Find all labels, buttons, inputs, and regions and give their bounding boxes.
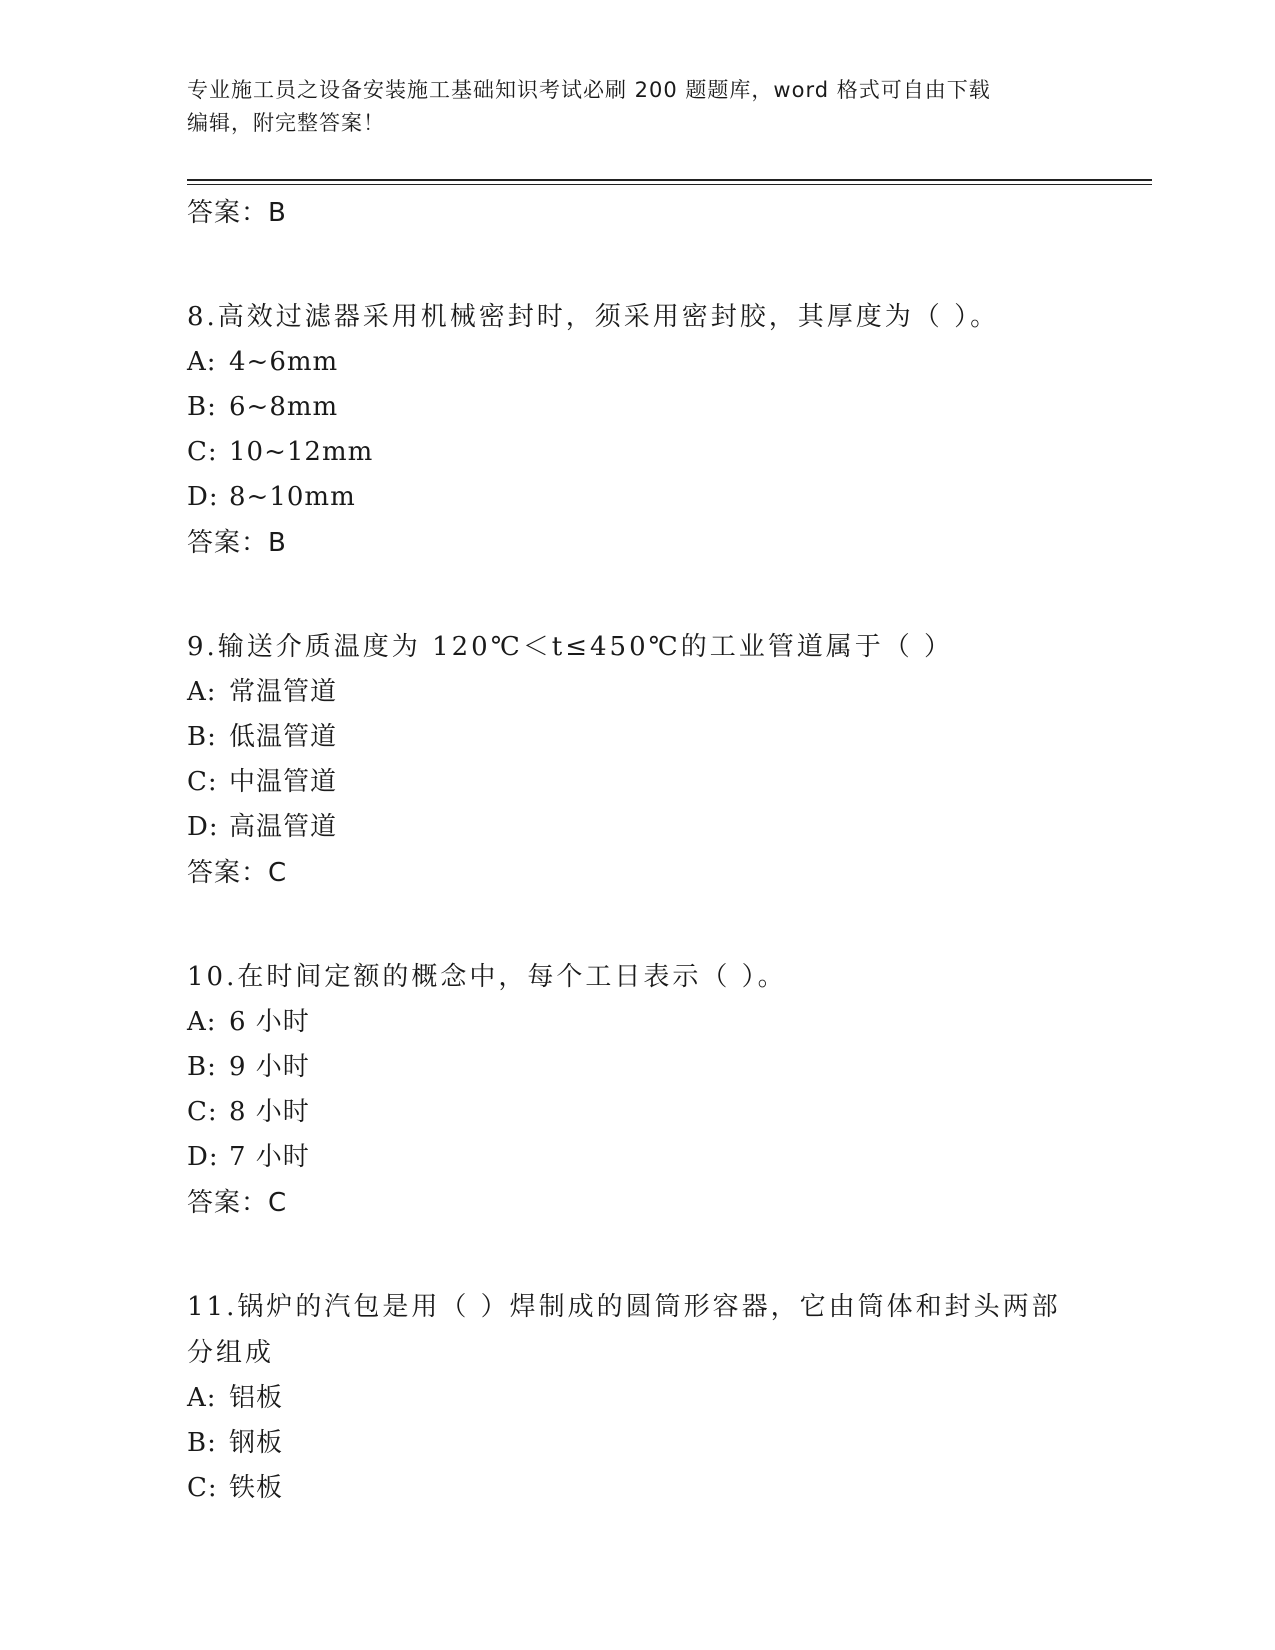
question-stem [187, 624, 1087, 670]
option-key: A: [187, 1383, 217, 1413]
option-text: 低温管道 [229, 722, 338, 752]
option-text: 8 小时 [229, 1097, 310, 1127]
question-stem [187, 1284, 1087, 1376]
option-text: 中温管道 [229, 767, 338, 797]
option-c [187, 760, 1087, 805]
option-key: B: [187, 722, 217, 752]
option-text: 6~8mm [229, 392, 339, 422]
document-header [187, 74, 1067, 140]
option-key: D: [187, 1142, 219, 1172]
question-stem-line: 11.锅炉的汽包是用（ ）焊制成的圆筒形容器，它由筒体和封头两部 [187, 1292, 1061, 1322]
option-text: 7 小时 [229, 1142, 310, 1172]
question-9 [187, 624, 1087, 896]
question-stem-line: 分组成 [187, 1338, 275, 1368]
option-a [187, 670, 1087, 715]
option-key: A: [187, 1007, 217, 1037]
option-key: C: [187, 1097, 218, 1127]
question-stem-line: 8.高效过滤器采用机械密封时，须采用密封胶，其厚度为（ ）。 [187, 302, 1000, 332]
option-key: A: [187, 347, 217, 377]
option-key: B: [187, 392, 217, 422]
option-key: A: [187, 677, 217, 707]
option-key: C: [187, 437, 218, 467]
option-text: 8~10mm [229, 482, 356, 512]
option-d [187, 475, 1087, 520]
option-text: 高温管道 [229, 812, 338, 842]
option-a [187, 1000, 1087, 1045]
option-key: B: [187, 1052, 217, 1082]
option-text: 6 小时 [229, 1007, 310, 1037]
previous-answer: 答案：B [187, 198, 287, 228]
answer: 答案：C [187, 1188, 288, 1218]
option-key: C: [187, 1473, 218, 1503]
option-c [187, 1090, 1087, 1135]
option-c [187, 430, 1087, 475]
question-8 [187, 294, 1087, 566]
header-divider-thick [187, 179, 1152, 181]
question-stem-line: 9.输送介质温度为 120℃＜t≤450℃的工业管道属于（ ） [187, 632, 953, 662]
option-key: D: [187, 482, 219, 512]
option-b [187, 385, 1087, 430]
option-text: 铝板 [229, 1383, 284, 1413]
question-list [187, 190, 1087, 1511]
option-text: 10~12mm [229, 437, 374, 467]
question-stem [187, 294, 1087, 340]
option-b [187, 715, 1087, 760]
option-text: 铁板 [229, 1473, 284, 1503]
header-line-1: 专业施工员之设备安装施工基础知识考试必刷 200 题题库，word 格式可自由下载 [187, 78, 991, 102]
option-d [187, 1135, 1087, 1180]
option-text: 常温管道 [229, 677, 338, 707]
question-10 [187, 954, 1087, 1226]
option-b [187, 1421, 1087, 1466]
question-11 [187, 1284, 1087, 1511]
option-d [187, 805, 1087, 850]
question-stem-line: 10.在时间定额的概念中，每个工日表示（ ）。 [187, 962, 787, 992]
option-b [187, 1045, 1087, 1090]
option-text: 9 小时 [229, 1052, 310, 1082]
option-c [187, 1466, 1087, 1511]
question-stem [187, 954, 1087, 1000]
header-divider-thin [187, 184, 1152, 185]
answer: 答案：B [187, 528, 287, 558]
option-text: 4~6mm [229, 347, 339, 377]
option-key: D: [187, 812, 219, 842]
option-text: 钢板 [229, 1428, 284, 1458]
option-key: C: [187, 767, 218, 797]
header-line-2: 编辑，附完整答案！ [187, 111, 385, 135]
answer: 答案：C [187, 858, 288, 888]
option-key: B: [187, 1428, 217, 1458]
option-a [187, 1376, 1087, 1421]
option-a [187, 340, 1087, 385]
